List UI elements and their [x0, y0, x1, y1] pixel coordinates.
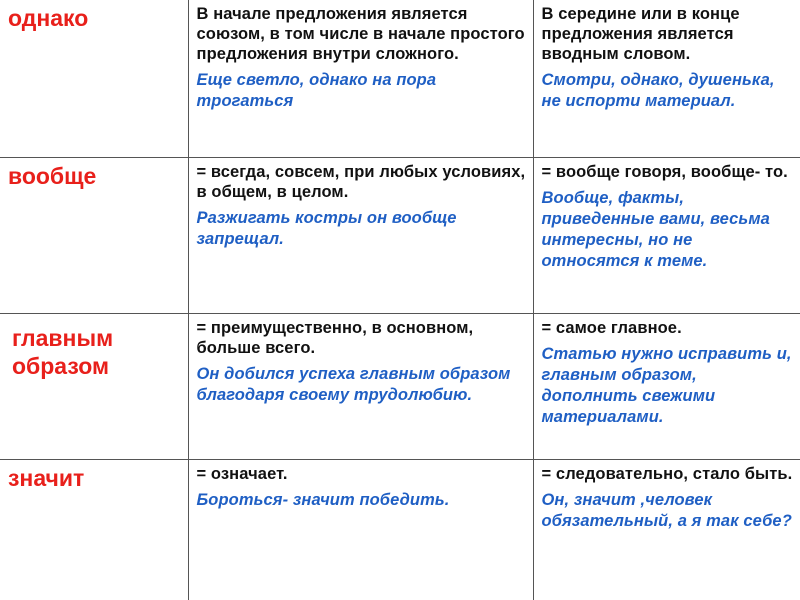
example-text: Он, значит ,человек обязательный, а я так себе? — [541, 490, 792, 530]
middle-end-usage-cell — [533, 157, 800, 313]
definition-text: = вообще говоря, вообще- то. — [541, 162, 788, 181]
example-text: Бороться- значит победить. — [196, 490, 450, 509]
word-cell — [0, 0, 188, 157]
example-text: Еще светло, однако на пора трогаться — [196, 71, 437, 110]
definition-text: В начале предложения является союзом, в том числе в начале простого предложения внутри сложного. — [196, 5, 525, 63]
middle-end-usage-cell — [533, 313, 800, 459]
example-text: Он добился успеха главным образом благодаря своему трудолюбию. — [196, 364, 511, 404]
definition-text: В середине или в конце предложения является вводным словом. — [541, 5, 740, 63]
word-label: однако — [8, 5, 89, 31]
middle-end-usage-cell — [533, 0, 800, 157]
word-cell — [0, 313, 188, 459]
definition-text: = всегда, совсем, при любых условиях, в общем, в целом. — [196, 162, 526, 201]
example-text: Вообще, факты, приведенные вами, весьма интересны, но не относятся к теме. — [541, 188, 770, 270]
start-usage-cell — [188, 0, 533, 157]
example-text: Статью нужно исправить и, главным образом, дополнить свежими материалами. — [541, 344, 792, 426]
start-usage-cell — [188, 157, 533, 313]
example-text: Разжигать костры он вообще запрещал. — [196, 208, 457, 248]
start-usage-cell — [188, 459, 533, 600]
table-row — [0, 459, 800, 600]
word-label: вообще — [8, 162, 97, 189]
definition-text: = означает. — [196, 464, 288, 483]
definition-text: = самое главное. — [541, 318, 682, 337]
word-cell — [0, 459, 188, 600]
table-row — [0, 157, 800, 313]
word-label: главным образом — [12, 324, 114, 379]
word-label: значит — [8, 464, 85, 491]
table-row — [0, 313, 800, 459]
table-row — [0, 0, 800, 157]
example-text: Смотри, однако, душенька, не испорти материал. — [541, 71, 775, 110]
definition-text: = преимущественно, в основном, больше всего. — [196, 318, 474, 357]
word-cell — [0, 157, 188, 313]
middle-end-usage-cell — [533, 459, 800, 600]
definition-text: = следовательно, стало быть. — [541, 464, 793, 483]
start-usage-cell — [188, 313, 533, 459]
